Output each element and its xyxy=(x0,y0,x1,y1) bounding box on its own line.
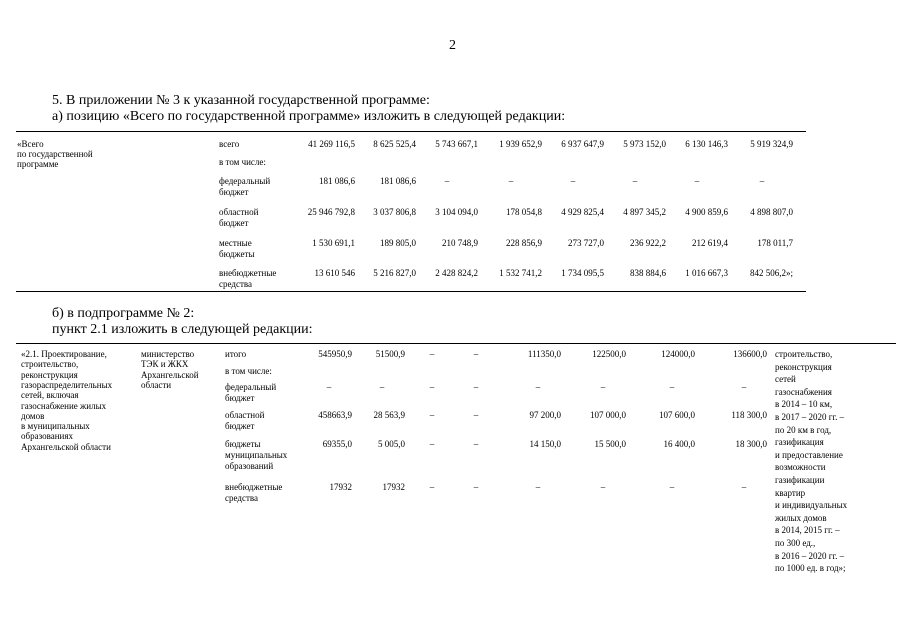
table1-cell: 1 939 652,9 xyxy=(499,139,542,149)
table1-top-rule xyxy=(16,131,806,132)
table1-cell: 3 104 094,0 xyxy=(435,207,478,217)
table2-row-label: в том числе: xyxy=(225,366,272,376)
table2-cell: 97 200,0 xyxy=(529,410,561,420)
table1-cell: – xyxy=(508,176,514,186)
table2-row-label: бюджет xyxy=(225,421,255,431)
table2-cell: – xyxy=(535,482,541,492)
table2-result-text: строительство, xyxy=(775,349,833,359)
table2-cell: – xyxy=(473,439,479,449)
table1-row-label: всего xyxy=(219,139,240,149)
table1-cell: 4 898 807,0 xyxy=(750,207,793,217)
table2-row-label: бюджеты xyxy=(225,439,261,449)
table2-cell: 16 400,0 xyxy=(663,439,695,449)
table2-result-text: квартир xyxy=(775,487,806,498)
table2-cell: – xyxy=(326,382,332,392)
table2-result-text: газоснабжения xyxy=(775,386,832,397)
table1-cell: 273 727,0 xyxy=(568,238,604,248)
table2-result-text: в 2016 – 2020 гг. – xyxy=(775,550,845,561)
table2-cell: 545950,9 xyxy=(318,349,352,359)
table2-row-label: внебюджетные xyxy=(225,482,283,492)
table2-cell: – xyxy=(535,382,541,392)
table2-result-text: по 1000 ед. в год»; xyxy=(775,563,846,574)
table2-cell: – xyxy=(600,382,606,392)
section-b-line-1: б) в подпрограмме № 2: xyxy=(52,306,195,321)
table2-cell: – xyxy=(429,439,435,449)
table1-cell: – xyxy=(632,176,638,186)
table1-cell: 842 506,2»; xyxy=(749,268,793,278)
table2-cell: – xyxy=(473,382,479,392)
table2-cell: 14 150,0 xyxy=(529,439,561,449)
table2-executor-text: Архангельской xyxy=(141,369,199,380)
table2-cell: 69355,0 xyxy=(322,439,352,449)
table2-result-text: и предоставление xyxy=(775,449,843,460)
table2-cell: 458663,9 xyxy=(318,410,352,420)
table1-cell: 3 037 806,8 xyxy=(373,207,416,217)
table2-cell: – xyxy=(429,482,435,492)
table2-measure-text: реконструкция xyxy=(21,369,78,380)
table2-cell: – xyxy=(473,410,479,420)
table1-row-label: бюджеты xyxy=(219,249,255,259)
table2-cell: 111350,0 xyxy=(527,349,561,359)
table2-row-label: образований xyxy=(225,461,274,471)
table2-cell: – xyxy=(473,482,479,492)
table2-result-text: газификации xyxy=(775,475,825,485)
table1-cell: – xyxy=(570,176,576,186)
table2-cell: – xyxy=(669,382,675,392)
page-number: 2 xyxy=(449,38,456,53)
table2-executor-text: ТЭК и ЖКХ xyxy=(141,359,189,370)
table2-cell: – xyxy=(379,382,385,392)
table2-result-text: жилых домов xyxy=(775,512,827,523)
table1-program-label: по государственной xyxy=(17,149,93,159)
table1-cell: 1 734 095,5 xyxy=(561,268,604,278)
table1-cell: 13 610 546 xyxy=(314,268,355,278)
table2-measure-text: домов xyxy=(21,410,45,421)
table2-cell: – xyxy=(429,349,435,359)
table2-result-text: возможности xyxy=(775,462,826,473)
table1-program-label: программе xyxy=(17,159,59,169)
table2-cell: 28 563,9 xyxy=(373,410,405,420)
table1-cell: 181 086,6 xyxy=(380,176,416,186)
table2-result-text: в 2014 – 10 км, xyxy=(775,399,833,410)
table1-cell: 5 216 827,0 xyxy=(373,268,416,278)
table1-cell: 228 856,9 xyxy=(506,238,542,248)
table2-cell: 118 300,0 xyxy=(731,410,767,420)
table2-executor-text: области xyxy=(141,379,172,390)
table1-cell: 5 973 152,0 xyxy=(623,139,666,149)
table1-bottom-rule xyxy=(16,291,806,292)
table1-cell: 838 884,6 xyxy=(630,268,666,278)
table1-row-label: бюджет xyxy=(219,218,249,228)
table2-cell: 51500,9 xyxy=(375,349,405,359)
table1-row-label: внебюджетные xyxy=(219,268,277,278)
table2-result-text: газификация xyxy=(775,437,824,448)
table2-executor-text: министерство xyxy=(141,349,195,359)
table1-cell: 8 625 525,4 xyxy=(373,139,416,149)
table2-cell: 124000,0 xyxy=(661,349,695,359)
table1-cell: 189 805,0 xyxy=(380,238,416,248)
table1-program-label: «Всего xyxy=(17,139,44,149)
section-b-line-2: пункт 2.1 изложить в следующей редакции: xyxy=(52,322,313,337)
table1-cell: 210 748,9 xyxy=(442,238,478,248)
table1-cell: 5 919 324,9 xyxy=(750,139,793,149)
table1-cell: – xyxy=(444,176,450,186)
table2-row-label: областной xyxy=(225,410,265,420)
table2-row-label: средства xyxy=(225,493,259,503)
table2-measure-text: сетей, включая xyxy=(21,390,79,401)
table1-row-label: местные xyxy=(219,238,252,248)
table2-measure-text: Архангельской области xyxy=(21,441,111,452)
table1-cell: 181 086,6 xyxy=(319,176,355,186)
table2-cell: 122500,0 xyxy=(592,349,626,359)
table1-row-label: бюджет xyxy=(219,187,249,197)
table1-cell: 5 743 667,1 xyxy=(435,139,478,149)
table2-cell: – xyxy=(600,482,606,492)
table2-cell: – xyxy=(473,349,479,359)
table2-cell: 136600,0 xyxy=(733,349,767,359)
table2-measure-text: газоснабжение жилых xyxy=(21,400,107,411)
table2-result-text: в 2014, 2015 гг. – xyxy=(775,525,840,536)
table2-cell: 5 005,0 xyxy=(378,439,405,449)
table2-result-text: сетей xyxy=(775,374,796,385)
table1-cell: 178 054,8 xyxy=(506,207,542,217)
table1-cell: 212 619,4 xyxy=(692,238,728,248)
table1-row-label: областной xyxy=(219,207,259,217)
table1-row-label: в том числе: xyxy=(219,157,266,167)
table1-cell: 2 428 824,2 xyxy=(435,268,478,278)
table2-cell: – xyxy=(429,410,435,420)
table2-row-label: бюджет xyxy=(225,393,255,403)
table1-cell: 236 922,2 xyxy=(630,238,666,248)
table2-result-text: по 300 ед., xyxy=(775,538,816,548)
table1-cell: – xyxy=(759,176,765,186)
table2-measure-text: газораспределительных xyxy=(21,379,113,390)
table1-cell: 1 532 741,2 xyxy=(499,268,542,278)
table2-measure-text: в муниципальных xyxy=(21,421,90,432)
table2-result-text: в 2017 – 2020 гг. – xyxy=(775,412,845,422)
table1-cell: 6 937 647,9 xyxy=(561,139,604,149)
table1-cell: 41 269 116,5 xyxy=(308,139,355,149)
table1-cell: 4 900 859,6 xyxy=(685,207,728,217)
table2-cell: 15 500,0 xyxy=(594,439,626,449)
table2-row-label: итого xyxy=(225,349,247,359)
table2-cell: 107 000,0 xyxy=(590,410,626,420)
table2-cell: – xyxy=(741,382,747,392)
table1-cell: 25 946 792,8 xyxy=(307,207,355,217)
table2-row-label: федеральный xyxy=(225,382,277,392)
table2-cell: 17932 xyxy=(382,482,405,492)
table2-cell: 17932 xyxy=(329,482,352,492)
table2-result-text: и индивидуальных xyxy=(775,500,848,511)
table1-cell: 4 897 345,2 xyxy=(623,207,666,217)
table2-cell: – xyxy=(429,382,435,392)
table2-measure-text: «2.1. Проектирование, xyxy=(21,349,107,359)
table1-row-label: федеральный xyxy=(219,176,271,186)
table1-cell: 6 130 146,3 xyxy=(685,139,728,149)
table2-cell: 18 300,0 xyxy=(735,439,767,449)
table1-cell: – xyxy=(694,176,700,186)
table1-cell: 4 929 825,4 xyxy=(561,207,604,217)
table1-row-label: средства xyxy=(219,279,253,289)
table1-cell: 1 530 691,1 xyxy=(312,238,355,248)
table2-measure-text: образованиях xyxy=(21,431,73,442)
table2-cell: – xyxy=(741,482,747,492)
table1-cell: 1 016 667,3 xyxy=(685,268,728,278)
table2-cell: 107 600,0 xyxy=(659,410,695,420)
table1-cell: 178 011,7 xyxy=(757,238,793,248)
table2-measure-text: строительство, xyxy=(21,359,79,370)
table2-row-label: муниципальных xyxy=(225,450,288,460)
table2-result-text: по 20 км в год, xyxy=(775,424,832,435)
table2-cell: – xyxy=(669,482,675,492)
intro-line-1: 5. В приложении № 3 к указанной государственной программе: xyxy=(52,93,430,108)
table2-top-rule xyxy=(16,343,896,344)
intro-line-2: а) позицию «Всего по государственной программе» изложить в следующей редакции: xyxy=(52,109,566,124)
table2-result-text: реконструкция xyxy=(775,361,832,372)
